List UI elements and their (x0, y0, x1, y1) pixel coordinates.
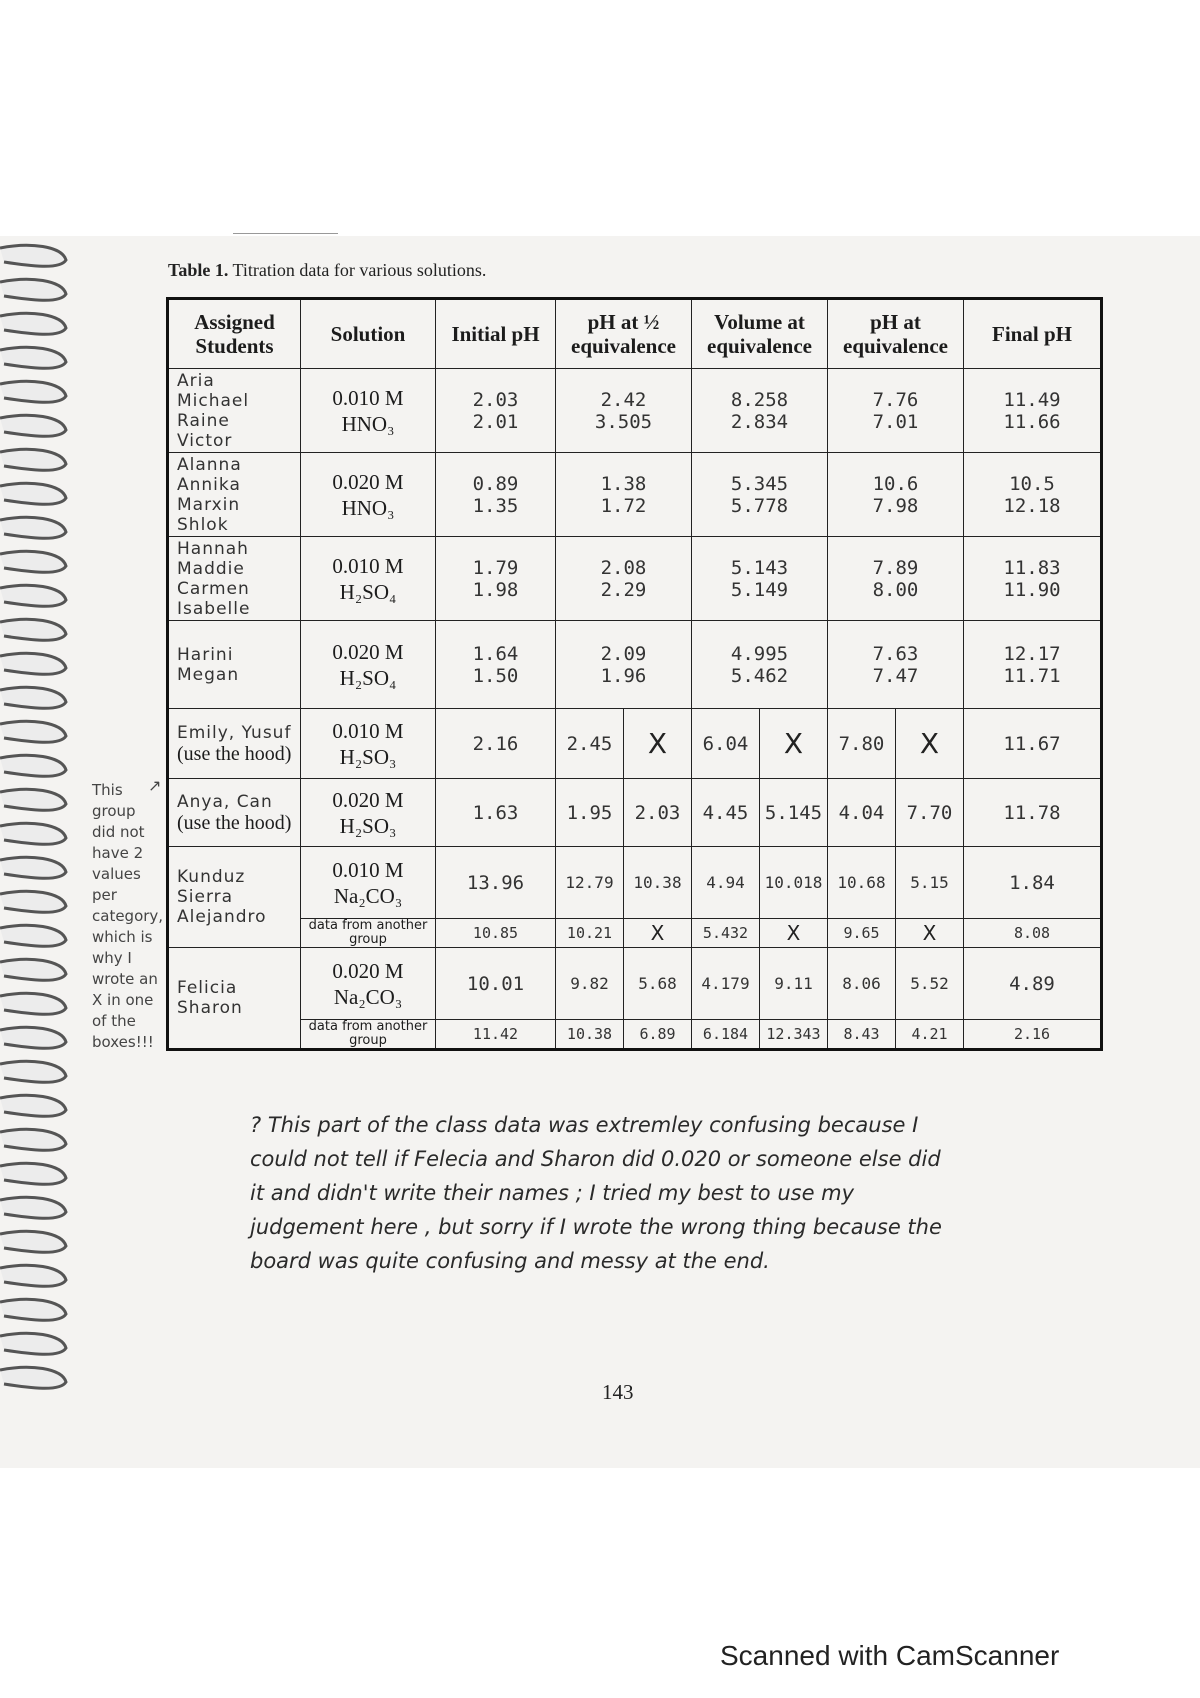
half-eq-value: 2.09 (600, 642, 647, 665)
student-name: Aria (177, 370, 215, 391)
half-eq-value: 1.95 (556, 779, 624, 847)
spiral-coil (0, 245, 66, 266)
students-cell (168, 537, 301, 621)
table-row (168, 948, 1102, 1020)
students-cell (168, 709, 301, 779)
eq-value: 5.15 (896, 847, 964, 919)
volume-cell (692, 369, 828, 453)
volume-value-2: 2.834 (730, 410, 789, 433)
students-cell (168, 948, 301, 1050)
initial-ph-cell (436, 537, 556, 621)
solution-formula: H₂SO₃ (339, 813, 397, 838)
spiral-coil (0, 653, 66, 674)
solution-formula: Na₂CO₃ (333, 883, 403, 908)
eq-value: 4.21 (896, 1020, 964, 1050)
spiral-coil (0, 381, 66, 402)
student-name: Raine (177, 410, 230, 431)
volume-value: 6.04 (692, 709, 760, 779)
half-value: 10.21 (556, 919, 624, 948)
final-ph-value-2: 11.71 (1003, 664, 1061, 687)
solution-conc: 0.020 M (332, 469, 404, 494)
header-ph-eq: pH at equivalence (828, 299, 964, 369)
final-ph-value-2: 12.18 (1003, 494, 1061, 517)
spiral-coil (0, 313, 66, 334)
initial-ph-value-2: 2.01 (472, 410, 519, 433)
solution-cell (301, 621, 436, 709)
final-ph-cell (964, 537, 1102, 621)
student-name: Isabelle (177, 598, 251, 619)
half-eq-value-2: 3.505 (594, 410, 653, 433)
spiral-coil (0, 483, 66, 504)
volume-value: 5.345 (730, 472, 789, 495)
data-source-cell (301, 1020, 436, 1050)
eq-ph-cell (828, 621, 964, 709)
volume-value-2: 5.778 (730, 494, 789, 517)
spiral-coil (0, 517, 66, 538)
header-solution: Solution (301, 299, 436, 369)
spiral-coil (0, 347, 66, 368)
data-source-note: data from another group (308, 918, 428, 947)
students-cell (168, 621, 301, 709)
student-name: Hannah (177, 538, 249, 559)
initial-ph: 10.85 (436, 919, 556, 948)
spiral-coil (0, 415, 66, 436)
final-ph: 11.67 (964, 709, 1102, 779)
eq-value: 8.43 (828, 1020, 896, 1050)
spiral-coil (0, 891, 66, 912)
half-eq-value: 2.45 (556, 709, 624, 779)
final-ph: 2.16 (964, 1020, 1102, 1050)
arrow-mark: ↗ (148, 776, 162, 795)
spiral-coil (0, 1231, 66, 1252)
volume-cell (692, 453, 828, 537)
page-number: 143 (602, 1380, 634, 1404)
initial-ph-cell (436, 453, 556, 537)
final-ph-value-2: 11.90 (1003, 578, 1061, 601)
final-ph-value: 11.83 (1003, 556, 1061, 579)
spiral-coil (0, 1163, 66, 1184)
solution-cell (301, 709, 436, 779)
eq-value: 10.68 (828, 847, 896, 919)
x-mark: X (896, 709, 964, 779)
final-ph-value: 10.5 (1009, 472, 1055, 495)
spiral-coil (0, 789, 66, 810)
eq-ph-cell (828, 369, 964, 453)
table-row (168, 709, 1102, 779)
table-row (168, 919, 1102, 948)
solution-conc: 0.010 M (332, 857, 404, 882)
eq-ph-value: 7.89 (872, 556, 919, 579)
final-ph: 8.08 (964, 919, 1102, 948)
vol-value: 12.343 (760, 1020, 828, 1050)
table-caption (168, 260, 486, 281)
spiral-coil (0, 925, 66, 946)
spiral-coil (0, 585, 66, 606)
table-row (168, 369, 1102, 453)
solution-formula: HNO₃ (341, 411, 395, 436)
student-name: Michael (177, 390, 250, 411)
x-mark: X (896, 919, 964, 948)
solution-conc: 0.020 M (332, 639, 404, 664)
solution-conc: 0.010 M (332, 718, 404, 743)
students-cell (168, 847, 301, 948)
vol-value: 5.432 (692, 919, 760, 948)
final-ph-value-2: 11.66 (1003, 410, 1061, 433)
eq-ph-value: 4.04 (828, 779, 896, 847)
header-students: Assigned Students (168, 299, 301, 369)
spiral-coil (0, 1027, 66, 1048)
final-ph-cell (964, 369, 1102, 453)
table-row (168, 1020, 1102, 1050)
x-mark: X (760, 709, 828, 779)
half-eq-cell (556, 537, 692, 621)
eq-ph-value-2: 7.98 (872, 494, 919, 517)
x-mark: X (624, 919, 692, 948)
half-value: 12.79 (556, 847, 624, 919)
student-name: Carmen (177, 578, 250, 599)
student-names: Emily, Yusuf (177, 722, 292, 743)
eq-ph-cell (828, 453, 964, 537)
titration-table (166, 297, 1103, 1051)
hood-note: (use the hood) (177, 742, 292, 765)
eq-ph-value-2: 7.70 (896, 779, 964, 847)
header-initial-ph: Initial pH (436, 299, 556, 369)
initial-ph-value-2: 1.50 (472, 664, 519, 687)
student-name: Felicia (177, 978, 238, 998)
initial-ph-value: 2.03 (472, 388, 519, 411)
spiral-coil (0, 1265, 66, 1286)
table-row (168, 453, 1102, 537)
spiral-coil (0, 993, 66, 1014)
eq-ph-value: 7.63 (872, 642, 919, 665)
solution-conc: 0.010 M (332, 385, 404, 410)
top-rule (233, 233, 338, 234)
solution-conc: 0.020 M (332, 958, 404, 983)
half-eq-value-2: 1.72 (600, 494, 647, 517)
spiral-coil (0, 1129, 66, 1150)
solution-formula: H₂SO₄ (339, 579, 397, 604)
solution-cell (301, 847, 436, 919)
spiral-coil (0, 721, 66, 742)
table-row (168, 537, 1102, 621)
half-value: 5.68 (624, 948, 692, 1020)
spiral-coil (0, 279, 66, 300)
final-ph-value: 11.49 (1003, 388, 1061, 411)
solution-formula: Na₂CO₃ (333, 984, 403, 1009)
eq-ph-value: 7.76 (872, 388, 919, 411)
eq-value: 8.06 (828, 948, 896, 1020)
half-eq-value: 2.08 (600, 556, 647, 579)
volume-value-2: 5.145 (760, 779, 828, 847)
spiral-coil (0, 1299, 66, 1320)
half-value: 10.38 (556, 1020, 624, 1050)
camscanner-watermark: Scanned with CamScanner (720, 1640, 1060, 1671)
header-final-ph: Final pH (964, 299, 1102, 369)
spiral-coil (0, 857, 66, 878)
data-source-note: data from another group (308, 1019, 428, 1048)
eq-ph-value: 7.80 (828, 709, 896, 779)
initial-ph-cell (436, 369, 556, 453)
solution-conc: 0.010 M (332, 553, 404, 578)
initial-ph-value: 1.79 (472, 556, 519, 579)
spiral-coil (0, 1061, 66, 1082)
half-eq-value-2: 1.96 (600, 664, 647, 687)
solution-cell (301, 453, 436, 537)
students-cell (168, 369, 301, 453)
student-name: Kunduz (177, 867, 246, 887)
spiral-coil (0, 687, 66, 708)
eq-value: 5.52 (896, 948, 964, 1020)
solution-conc: 0.020 M (332, 787, 404, 812)
vol-value: 6.184 (692, 1020, 760, 1050)
eq-ph-value: 10.6 (872, 472, 919, 495)
x-mark: X (624, 709, 692, 779)
initial-ph: 2.16 (436, 709, 556, 779)
spiral-coil (0, 619, 66, 640)
initial-ph-value-2: 1.35 (472, 494, 519, 517)
half-eq-cell (556, 621, 692, 709)
spiral-coil (0, 1367, 66, 1388)
vol-value: 4.179 (692, 948, 760, 1020)
solution-formula: HNO₃ (341, 495, 395, 520)
half-eq-value: 2.42 (600, 388, 647, 411)
caption-text: Titration data for various solutions. (232, 260, 487, 280)
half-eq-value-2: 2.03 (624, 779, 692, 847)
students-cell (168, 779, 301, 847)
student-name: Sierra (177, 887, 234, 907)
data-source-cell (301, 919, 436, 948)
initial-ph: 11.42 (436, 1020, 556, 1050)
header-row (168, 299, 1102, 369)
volume-value: 5.143 (730, 556, 789, 579)
solution-cell (301, 948, 436, 1020)
volume-value: 8.258 (730, 388, 789, 411)
student-name: Alanna (177, 454, 242, 475)
solution-formula: H₂SO₄ (339, 665, 397, 690)
solution-cell (301, 369, 436, 453)
vol-value: 9.11 (760, 948, 828, 1020)
caption-label: Table 1. (168, 260, 229, 280)
margin-note: This group did not have 2 values per category, which is why I wrote an X in one of the boxes!!! (92, 781, 164, 1051)
volume-cell (692, 621, 828, 709)
student-name: Megan (177, 664, 240, 685)
volume-value-2: 5.149 (730, 578, 789, 601)
bottom-note: ? This part of the class data was extremley confusing because I could not tell if Felecia and Sharon did 0.020 or someone else did it and didn't write their names ; I tried my best to use my judgement here , but sorry if I wrote the wrong thing because the board was quite confusing and messy at the end. (250, 1113, 942, 1273)
student-names: Anya, Can (177, 791, 273, 812)
header-half-eq: pH at ½ equivalence (556, 299, 692, 369)
solution-cell (301, 779, 436, 847)
student-name: Victor (177, 430, 233, 451)
initial-ph: 10.01 (436, 948, 556, 1020)
half-eq-value: 1.38 (600, 472, 647, 495)
table-row (168, 847, 1102, 919)
spiral-coil (0, 1333, 66, 1354)
volume-value-2: 5.462 (730, 664, 789, 687)
vol-value: 10.018 (760, 847, 828, 919)
student-name: Maddie (177, 558, 245, 579)
header-volume-eq: Volume at equivalence (692, 299, 828, 369)
initial-ph-value: 0.89 (472, 472, 519, 495)
volume-value: 4.45 (692, 779, 760, 847)
spiral-binding (0, 236, 78, 1468)
hood-note: (use the hood) (177, 811, 292, 834)
final-ph-cell (964, 453, 1102, 537)
spiral-coil (0, 1095, 66, 1116)
half-eq-cell (556, 369, 692, 453)
solution-cell (301, 537, 436, 621)
x-mark: X (760, 919, 828, 948)
spiral-coil (0, 823, 66, 844)
initial-ph-cell (436, 621, 556, 709)
student-name: Harini (177, 644, 234, 665)
final-ph: 4.89 (964, 948, 1102, 1020)
initial-ph-value: 1.64 (472, 642, 519, 665)
initial-ph-value-2: 1.98 (472, 578, 519, 601)
students-cell (168, 453, 301, 537)
eq-ph-value-2: 8.00 (872, 578, 919, 601)
half-value: 9.82 (556, 948, 624, 1020)
table-row (168, 779, 1102, 847)
final-ph: 11.78 (964, 779, 1102, 847)
half-value: 10.38 (624, 847, 692, 919)
final-ph-cell (964, 621, 1102, 709)
vol-value: 4.94 (692, 847, 760, 919)
student-name: Annika (177, 474, 241, 495)
solution-formula: H₂SO₃ (339, 744, 397, 769)
spiral-coil (0, 551, 66, 572)
student-name: Marxin (177, 494, 241, 515)
volume-cell (692, 537, 828, 621)
initial-ph: 1.63 (436, 779, 556, 847)
student-name: Alejandro (177, 907, 267, 927)
half-value: 6.89 (624, 1020, 692, 1050)
initial-ph: 13.96 (436, 847, 556, 919)
spiral-coil (0, 1197, 66, 1218)
eq-ph-value-2: 7.01 (872, 410, 919, 433)
spiral-coil (0, 959, 66, 980)
student-name: Sharon (177, 998, 243, 1018)
student-name: Shlok (177, 514, 229, 535)
eq-ph-value-2: 7.47 (872, 664, 919, 687)
final-ph: 1.84 (964, 847, 1102, 919)
final-ph-value: 12.17 (1003, 642, 1061, 665)
eq-ph-cell (828, 537, 964, 621)
table-row (168, 621, 1102, 709)
eq-value: 9.65 (828, 919, 896, 948)
spiral-coil (0, 449, 66, 470)
half-eq-value-2: 2.29 (600, 578, 647, 601)
half-eq-cell (556, 453, 692, 537)
volume-value: 4.995 (730, 642, 789, 665)
spiral-coil (0, 755, 66, 776)
